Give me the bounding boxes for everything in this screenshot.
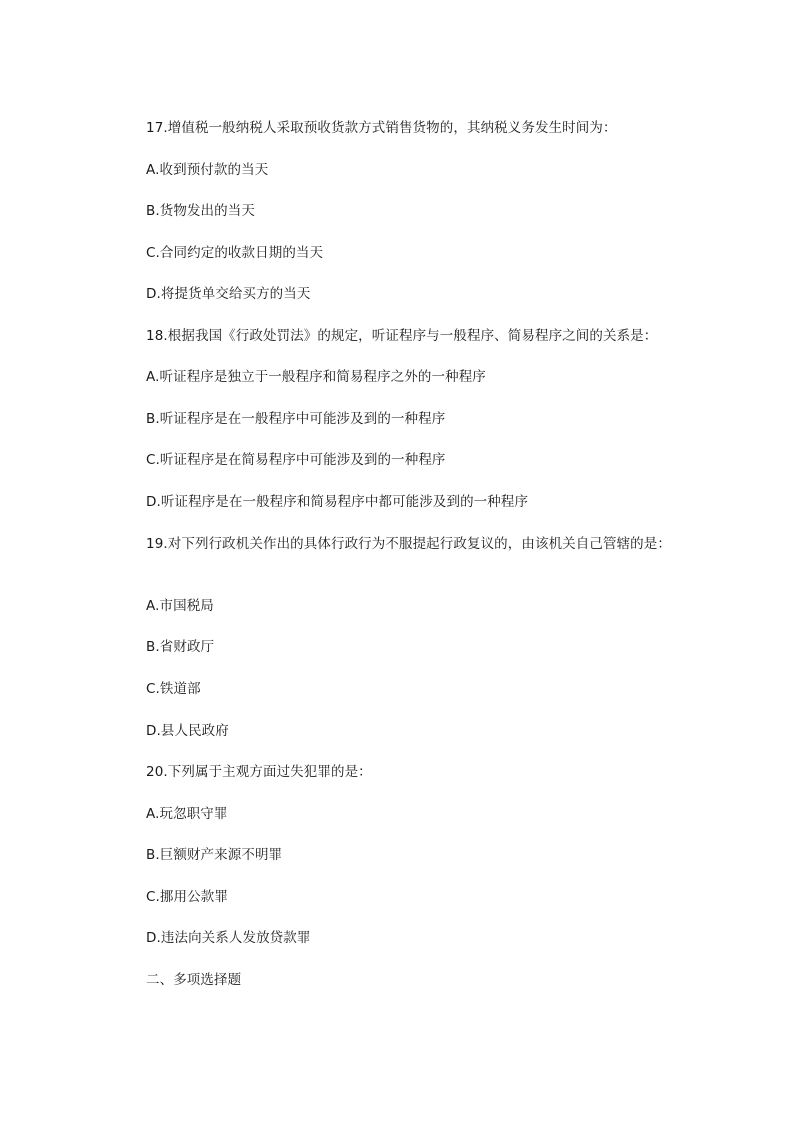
question-18-option-a: A.听证程序是独立于一般程序和简易程序之外的一种程序	[146, 369, 486, 385]
question-18-option-d: D.听证程序是在一般程序和简易程序中都可能涉及到的一种程序	[146, 494, 529, 510]
question-20-option-c: C.挪用公款罪	[146, 889, 228, 905]
question-20-option-b: B.巨额财产来源不明罪	[146, 847, 283, 863]
question-17-stem: 17.增值税一般纳税人采取预收货款方式销售货物的，其纳税义务发生时间为：	[146, 120, 617, 136]
question-18-stem: 18.根据我国《行政处罚法》的规定，听证程序与一般程序、简易程序之间的关系是：	[146, 328, 658, 344]
question-19-option-d: D.县人民政府	[146, 723, 229, 739]
question-20-option-d: D.违法向关系人发放贷款罪	[146, 930, 311, 946]
question-19-stem: 19.对下列行政机关作出的具体行政行为不服提起行政复议的，由该机关自己管辖的是：	[146, 536, 671, 552]
question-18-option-c: C.听证程序是在简易程序中可能涉及到的一种程序	[146, 452, 446, 468]
question-19-option-c: C.铁道部	[146, 681, 201, 697]
question-20-stem: 20.下列属于主观方面过失犯罪的是：	[146, 764, 372, 780]
question-19-option-b: B.省财政厅	[146, 639, 215, 655]
question-17-option-d: D.将提货单交给买方的当天	[146, 286, 311, 302]
question-20-option-a: A.玩忽职守罪	[146, 806, 228, 822]
question-18-option-b: B.听证程序是在一般程序中可能涉及到的一种程序	[146, 411, 446, 427]
question-17-option-b: B.货物发出的当天	[146, 203, 255, 219]
section-heading: 二、多项选择题	[146, 972, 242, 988]
question-17-option-a: A.收到预付款的当天	[146, 162, 269, 178]
question-19-option-a: A.市国税局	[146, 598, 214, 614]
question-17-option-c: C.合同约定的收款日期的当天	[146, 245, 324, 261]
